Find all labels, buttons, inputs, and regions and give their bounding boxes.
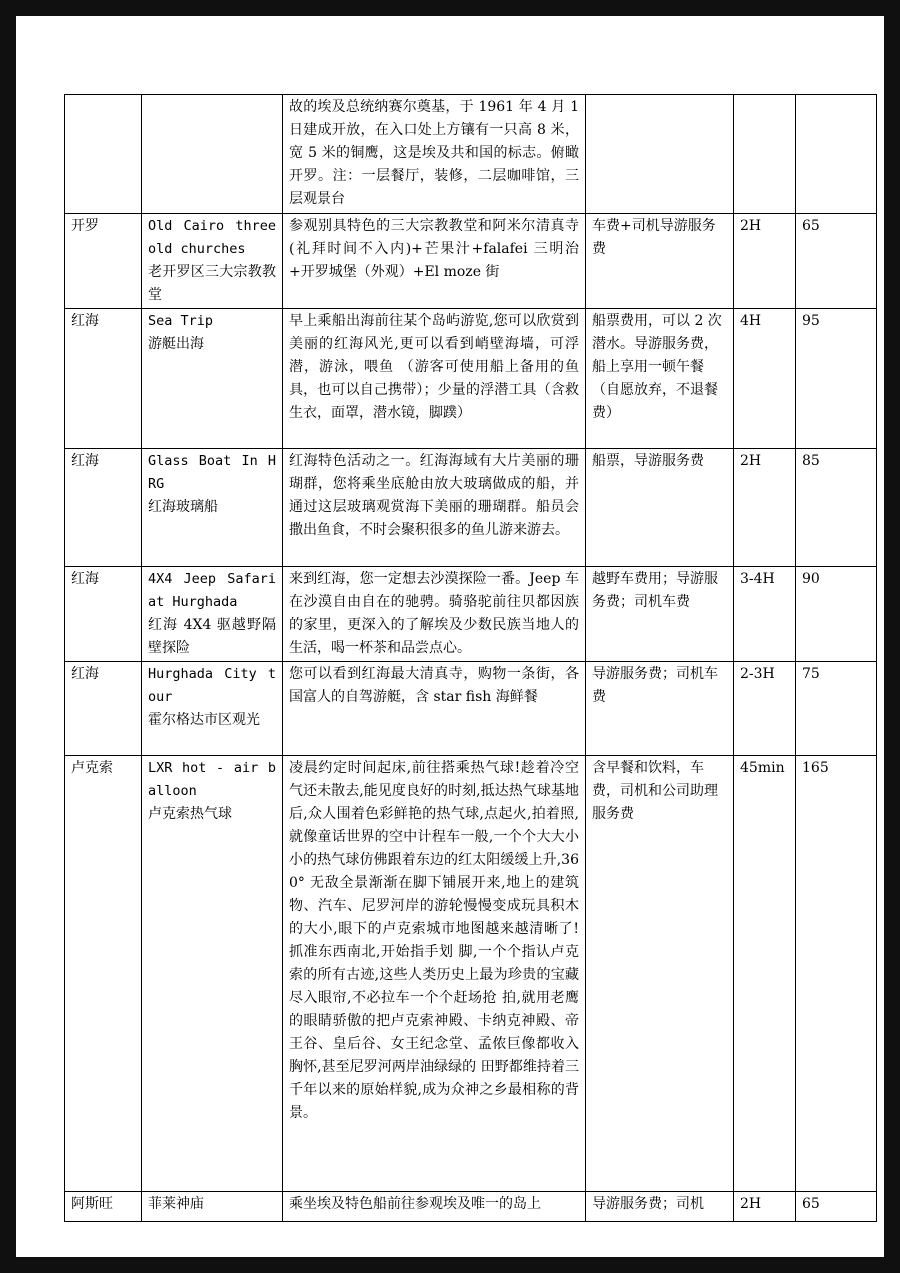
includes-cell: 导游服务费；司机 xyxy=(586,1192,734,1222)
product-cell xyxy=(142,214,283,309)
product-name-en: 4X4 Jeep Safari at Hurghada xyxy=(148,571,276,610)
table-row xyxy=(65,756,877,1192)
table-row xyxy=(65,95,877,214)
table-row xyxy=(65,309,877,449)
product-name-cn: 霍尔格达市区观光 xyxy=(148,712,260,728)
product-cell xyxy=(142,756,283,1192)
product-cell xyxy=(142,1192,283,1222)
includes-cell: 导游服务费；司机车费 xyxy=(586,662,734,756)
duration-cell: 2H xyxy=(734,1192,796,1222)
duration-cell: 2-3H xyxy=(734,662,796,756)
duration-cell xyxy=(734,95,796,214)
product-name-en: Old Cairo three old churches xyxy=(148,218,276,257)
product-cell xyxy=(142,662,283,756)
duration-cell: 4H xyxy=(734,309,796,449)
product-name-cn: 红海 4X4 驱越野隔壁探险 xyxy=(148,617,276,656)
product-name-cn: 卢克索热气球 xyxy=(148,806,232,822)
includes-cell: 含早餐和饮料，车费，司机和公司助理服务费 xyxy=(586,756,734,1192)
table-row xyxy=(65,214,877,309)
table-row xyxy=(65,1192,877,1222)
table-row xyxy=(65,449,877,567)
duration-cell: 2H xyxy=(734,214,796,309)
city-cell: 开罗 xyxy=(65,214,142,309)
description-cell: 乘坐埃及特色船前往参观埃及唯一的岛上 xyxy=(283,1192,586,1222)
city-cell: 红海 xyxy=(65,662,142,756)
price-cell: 65 xyxy=(796,214,877,309)
tour-table-body xyxy=(65,95,877,1222)
price-cell: 65 xyxy=(796,1192,877,1222)
product-name-en: Hurghada City tour xyxy=(148,666,276,705)
product-name-en: Sea Trip xyxy=(148,313,214,329)
product-name-cn: 菲莱神庙 xyxy=(148,1196,204,1212)
product-name-en: LXR hot - air balloon xyxy=(148,760,276,799)
city-cell: 卢克索 xyxy=(65,756,142,1192)
price-cell: 85 xyxy=(796,449,877,567)
product-cell xyxy=(142,449,283,567)
price-cell: 90 xyxy=(796,567,877,662)
product-name-cn: 红海玻璃船 xyxy=(148,499,218,515)
product-name-cn: 游艇出海 xyxy=(148,336,204,352)
table-row xyxy=(65,662,877,756)
description-cell: 红海特色活动之一。红海海域有大片美丽的珊瑚群，您将乘坐底舱由放大玻璃做成的船，并通过这层玻璃观赏海下美丽的珊瑚群。船员会撒出鱼食，不时会聚积很多的鱼儿游来游去。 xyxy=(283,449,586,567)
description-cell: 早上乘船出海前往某个岛屿游览,您可以欣赏到美丽的红海风光,更可以看到峭壁海墙，可浮潜，游泳，喂鱼 （游客可使用船上备用的鱼具，也可以自己携带）；少量的浮潜工具（含救生衣，面罩，潜水镜，脚蹼） xyxy=(283,309,586,449)
duration-cell: 45min xyxy=(734,756,796,1192)
city-cell: 红海 xyxy=(65,449,142,567)
price-cell: 95 xyxy=(796,309,877,449)
table-row xyxy=(65,567,877,662)
description-cell: 您可以看到红海最大清真寺，购物一条街，各国富人的自驾游艇，含 star fish 海鲜餐 xyxy=(283,662,586,756)
includes-cell xyxy=(586,95,734,214)
includes-cell: 车费+司机导游服务费 xyxy=(586,214,734,309)
includes-cell: 越野车费用；导游服务费；司机车费 xyxy=(586,567,734,662)
description-cell: 故的埃及总统纳赛尔奠基，于 1961 年 4 月 1 日建成开放，在入口处上方镶有一只高 8 米，宽 5 米的铜鹰，这是埃及共和国的标志。俯瞰开罗。注：一层餐厅，装修，二层咖啡馆，三层观景台 xyxy=(283,95,586,214)
city-cell: 阿斯旺 xyxy=(65,1192,142,1222)
description-cell: 来到红海，您一定想去沙漠探险一番。Jeep 车在沙漠自由自在的驰骋。骑骆驼前往贝都因族的家里，更深入的了解埃及少数民族当地人的生活，喝一杯茶和品尝点心。 xyxy=(283,567,586,662)
duration-cell: 3-4H xyxy=(734,567,796,662)
product-name-en: Glass Boat In HRG xyxy=(148,453,276,492)
product-cell xyxy=(142,567,283,662)
city-cell: 红海 xyxy=(65,309,142,449)
product-name-cn: 老开罗区三大宗教教堂 xyxy=(148,264,276,303)
tour-table xyxy=(64,94,877,1222)
document-page xyxy=(16,16,884,1257)
price-cell: 75 xyxy=(796,662,877,756)
description-cell: 参观别具特色的三大宗教教堂和阿米尔清真寺(礼拜时间不入内)+芒果汁+falafei 三明治+开罗城堡（外观）+El moze 街 xyxy=(283,214,586,309)
product-cell xyxy=(142,95,283,214)
price-cell xyxy=(796,95,877,214)
product-cell xyxy=(142,309,283,449)
includes-cell: 船票，导游服务费 xyxy=(586,449,734,567)
price-cell: 165 xyxy=(796,756,877,1192)
duration-cell: 2H xyxy=(734,449,796,567)
city-cell xyxy=(65,95,142,214)
includes-cell: 船票费用，可以 2 次潜水。导游服务费，船上享用一顿午餐（自愿放弃，不退餐费） xyxy=(586,309,734,449)
description-cell: 凌晨约定时间起床,前往搭乘热气球!趁着冷空气还未散去,能见度良好的时刻,抵达热气球基地后,众人围着色彩鲜艳的热气球,点起火,拍着照,就像童话世界的空中计程车一般,一个个大大小小的热气球仿佛跟着东边的红太阳缓缓上升,360° 无敌全景渐渐在脚下铺展开来,地上的建筑物、汽车、尼罗河岸的游轮慢慢变成玩具积木的大小,眼下的卢克索城市地图越来越清晰了!抓准东西南北,开始指手划 脚,一个个指认卢克索的所有古迹,这些人类历史上最为珍贵的宝藏尽入眼帘,不必拉车一个个赶场抢 拍,就用老鹰的眼睛骄傲的把卢克索神殿、卡纳克神殿、帝王谷、皇后谷、女王纪念堂、孟侬巨像都收入胸怀,甚至尼罗河两岸油绿绿的 田野都维持着三千年以来的原始样貌,成为众神之乡最相称的背景。 xyxy=(283,756,586,1192)
city-cell: 红海 xyxy=(65,567,142,662)
